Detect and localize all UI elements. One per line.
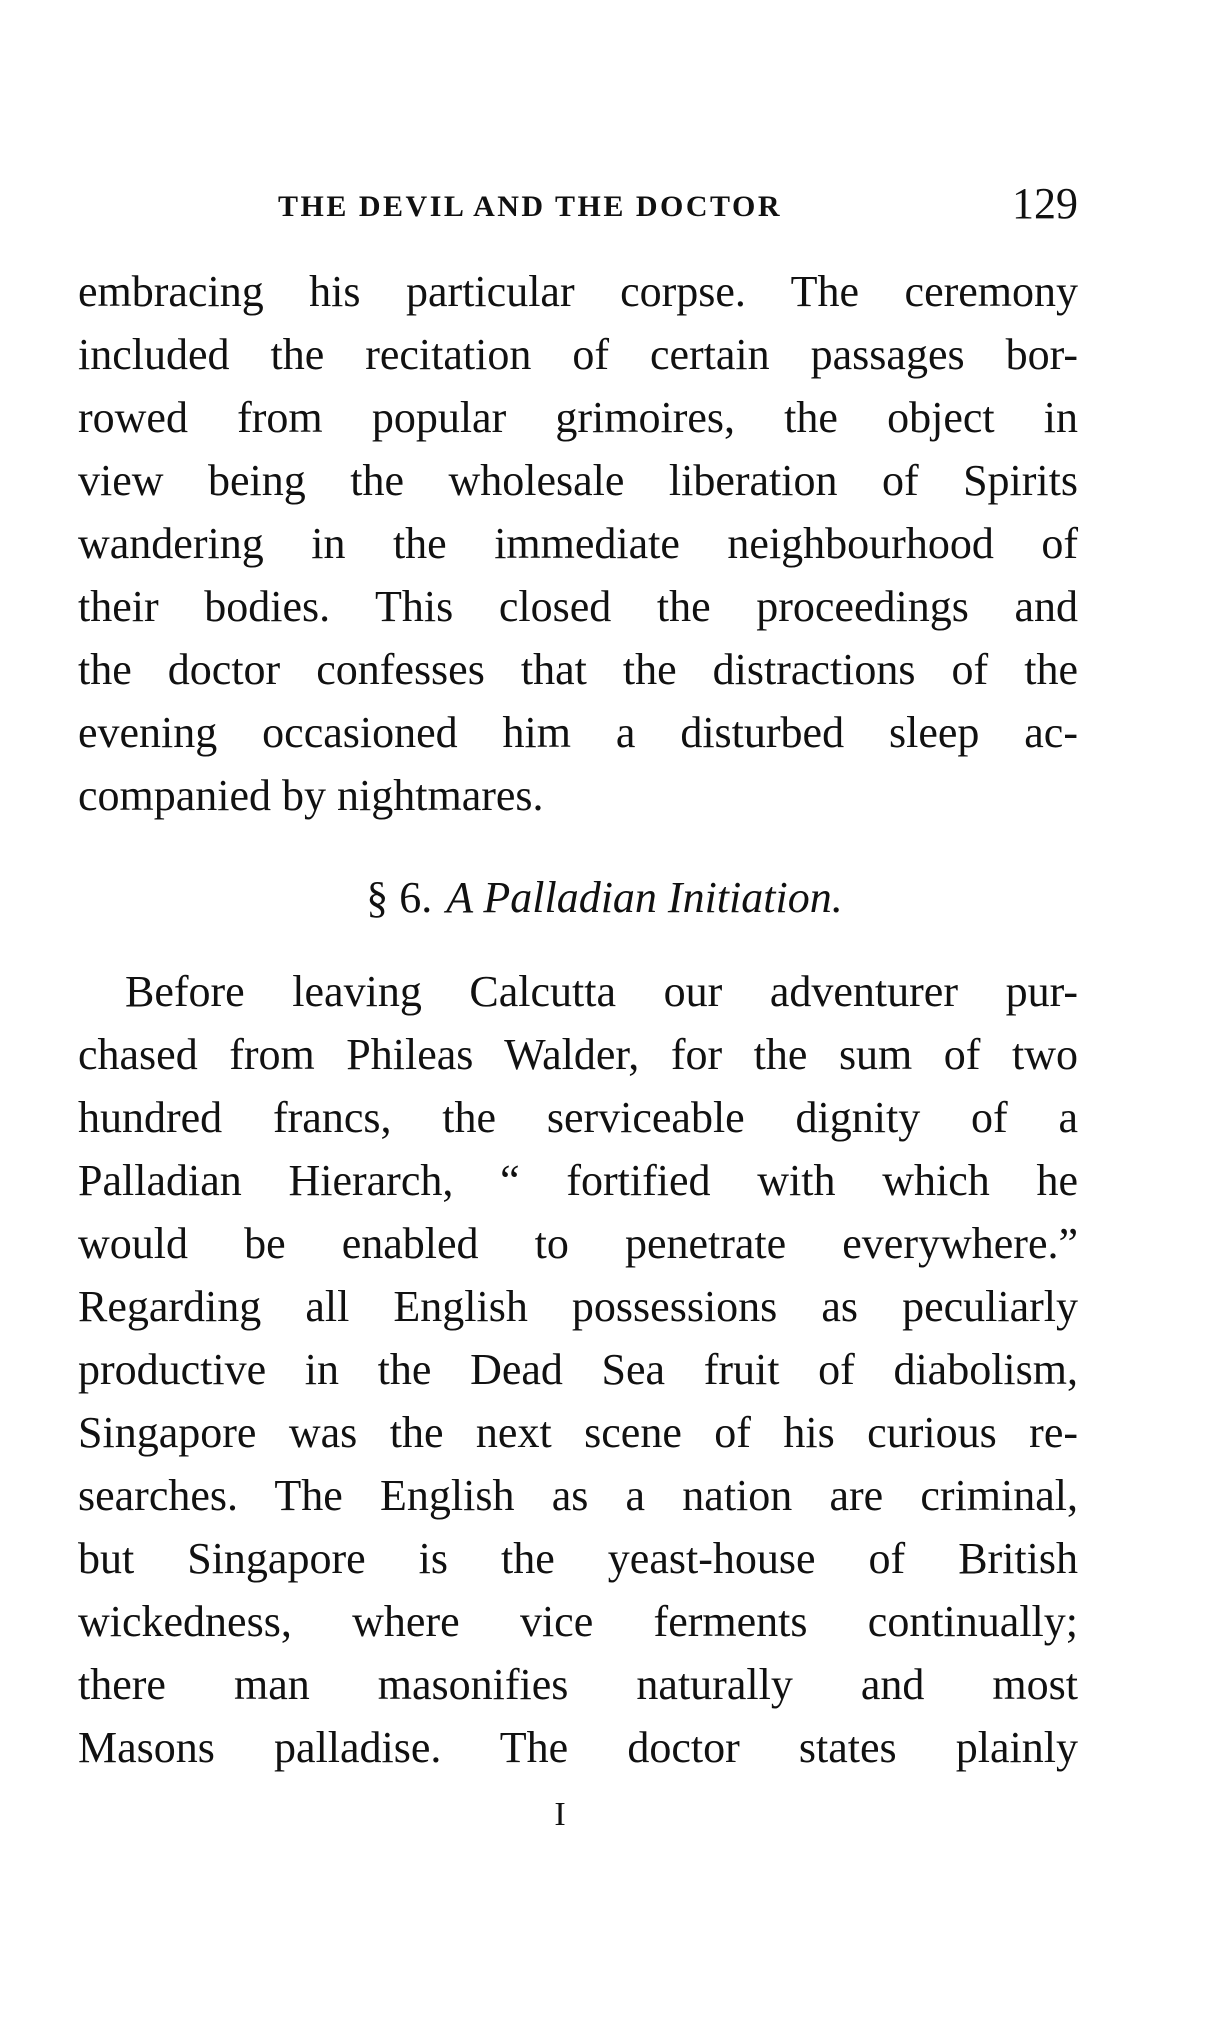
text-line: Masons palladise. The doctor states plainly — [78, 1723, 1078, 1772]
text-line: evening occasioned him a disturbed sleep ac- — [78, 708, 1078, 757]
running-head — [78, 178, 1078, 238]
text-line: wandering in the immediate neighbourhood of — [78, 519, 1078, 568]
text-line: included the recitation of certain passages bor- — [78, 330, 1078, 379]
text-line: chased from Phileas Walder, for the sum of two — [78, 1030, 1078, 1079]
text-line: companied by nightmares. — [78, 771, 544, 820]
section-number: § 6. — [366, 873, 433, 922]
text-line: searches. The English as a nation are criminal, — [78, 1471, 1078, 1520]
page-number: 129 — [1012, 179, 1078, 228]
text-line: but Singapore is the yeast-house of British — [78, 1534, 1078, 1583]
text-line: embracing his particular corpse. The ceremony — [78, 267, 1078, 316]
text-line: Singapore was the next scene of his curious re- — [78, 1408, 1078, 1457]
signature-mark: I — [554, 1796, 566, 1833]
text-line: Regarding all English possessions as peculiarly — [78, 1282, 1078, 1331]
text-line: Palladian Hierarch, “ fortified with which he — [78, 1156, 1078, 1205]
section-heading — [0, 868, 1209, 928]
text-line: wickedness, where vice ferments continually; — [78, 1597, 1078, 1646]
section-title: A Palladian Initiation. — [446, 873, 843, 922]
text-line: view being the wholesale liberation of Spirits — [78, 456, 1078, 505]
text-line: Before leaving Calcutta our adventurer pur- — [125, 967, 1078, 1016]
text-line: rowed from popular grimoires, the object in — [78, 393, 1078, 442]
text-line: productive in the Dead Sea fruit of diabolism, — [78, 1345, 1078, 1394]
running-title: THE DEVIL AND THE DOCTOR — [278, 190, 783, 223]
text-line: hundred francs, the serviceable dignity of a — [78, 1093, 1078, 1142]
text-line: would be enabled to penetrate everywhere.” — [78, 1219, 1078, 1268]
text-line: there man masonifies naturally and most — [78, 1660, 1078, 1709]
text-line: the doctor confesses that the distractions of the — [78, 645, 1078, 694]
text-line: their bodies. This closed the proceedings and — [78, 582, 1078, 631]
